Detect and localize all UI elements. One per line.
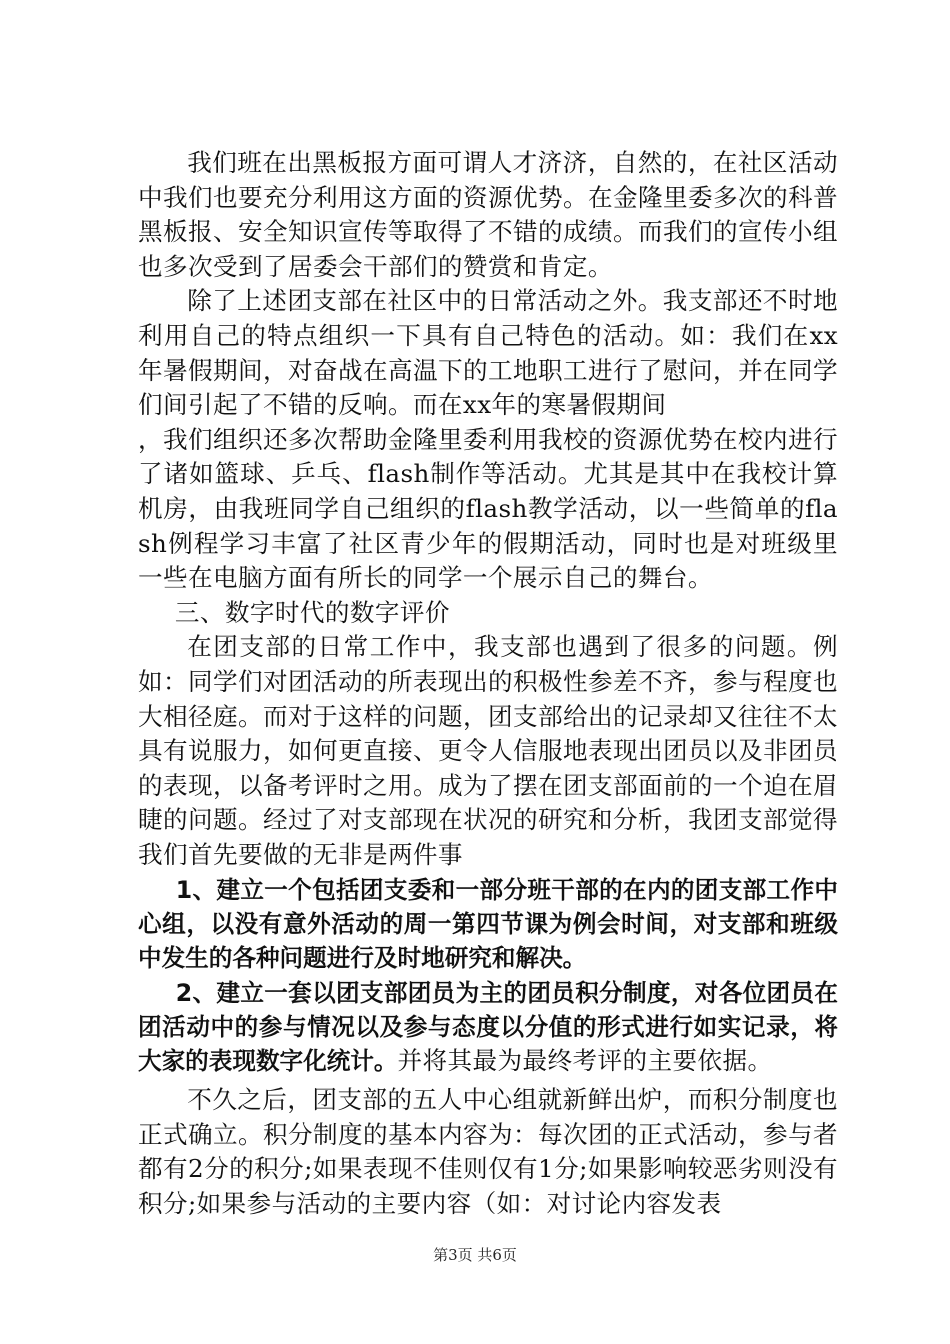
paragraph-points-rules: 不久之后，团支部的五人中心组就新鲜出炉，而积分制度也正式确立。积分制度的基本内容为：每次团的正式活动，参与者都有2分的积分;如果表现不佳则仅有1分;如果影响较恶劣则没有积分;如果参与活动的主要内容（如：对讨论内容发表 — [138, 1085, 838, 1218]
paragraph-flash-activities: ，我们组织还多次帮助金隆里委利用我校的资源优势在校内进行了诸如篮球、乒乓、flash制作等活动。尤其是其中在我校计算机房，由我班同学自己组织的flash教学活动，以一些简单的flash例程学习丰富了社区青少年的假期活动，同时也是对班级里一些在电脑方面有所长的同学一个展示自己的舞台。 — [138, 424, 838, 593]
list-item-work-group: 1、建立一个包括团支委和一部分班干部的在内的团支部工作中心组，以没有意外活动的周一第四节课为例会时间，对支部和班级中发生的各种问题进行及时地研究和解决。 — [138, 876, 838, 972]
list-item-points-system-bold: 2、建立一套以团支部团员为主的团员积分制度，对各位团员在团活动中的参与情况以及参与态度以分值的形式进行如实记录，将大家的表现数字化统计。 — [138, 979, 838, 1076]
list-item-points-system — [138, 977, 838, 1079]
page-footer: 第3页 共6页 — [433, 1246, 517, 1264]
list-item-points-system-regular: 并将其最为最终考评的主要依据。 — [397, 1046, 773, 1076]
paragraph-blackboard: 我们班在出黑板报方面可谓人才济济，自然的，在社区活动中我们也要充分利用这方面的资源优势。在金隆里委多次的科普黑板报、安全知识宣传等取得了不错的成绩。而我们的宣传小组也多次受到了居委会干部们的赞赏和肯定。 — [138, 148, 838, 281]
section-heading: 三、数字时代的数字评价 — [174, 597, 450, 627]
paragraph-activities: 除了上述团支部在社区中的日常活动之外。我支部还不时地利用自己的特点组织一下具有自己特色的活动。如：我们在xx年暑假期间，对奋战在高温下的工地职工进行了慰问，并在同学们间引起了不错的反响。而在xx年的寒暑假期间 — [138, 286, 838, 420]
paragraph-problems: 在团支部的日常工作中，我支部也遇到了很多的问题。例如：同学们对团活动的所表现出的积极性参差不齐，参与程度也大相径庭。而对于这样的问题，团支部给出的记录却又往往不太具有说服力，如何更直接、更令人信服地表现出团员以及非团员的表现，以备考评时之用。成为了摆在团支部面前的一个迫在眉睫的问题。经过了对支部现在状况的研究和分析，我团支部觉得我们首先要做的无非是两件事 — [138, 632, 838, 869]
document-body — [138, 146, 838, 1221]
